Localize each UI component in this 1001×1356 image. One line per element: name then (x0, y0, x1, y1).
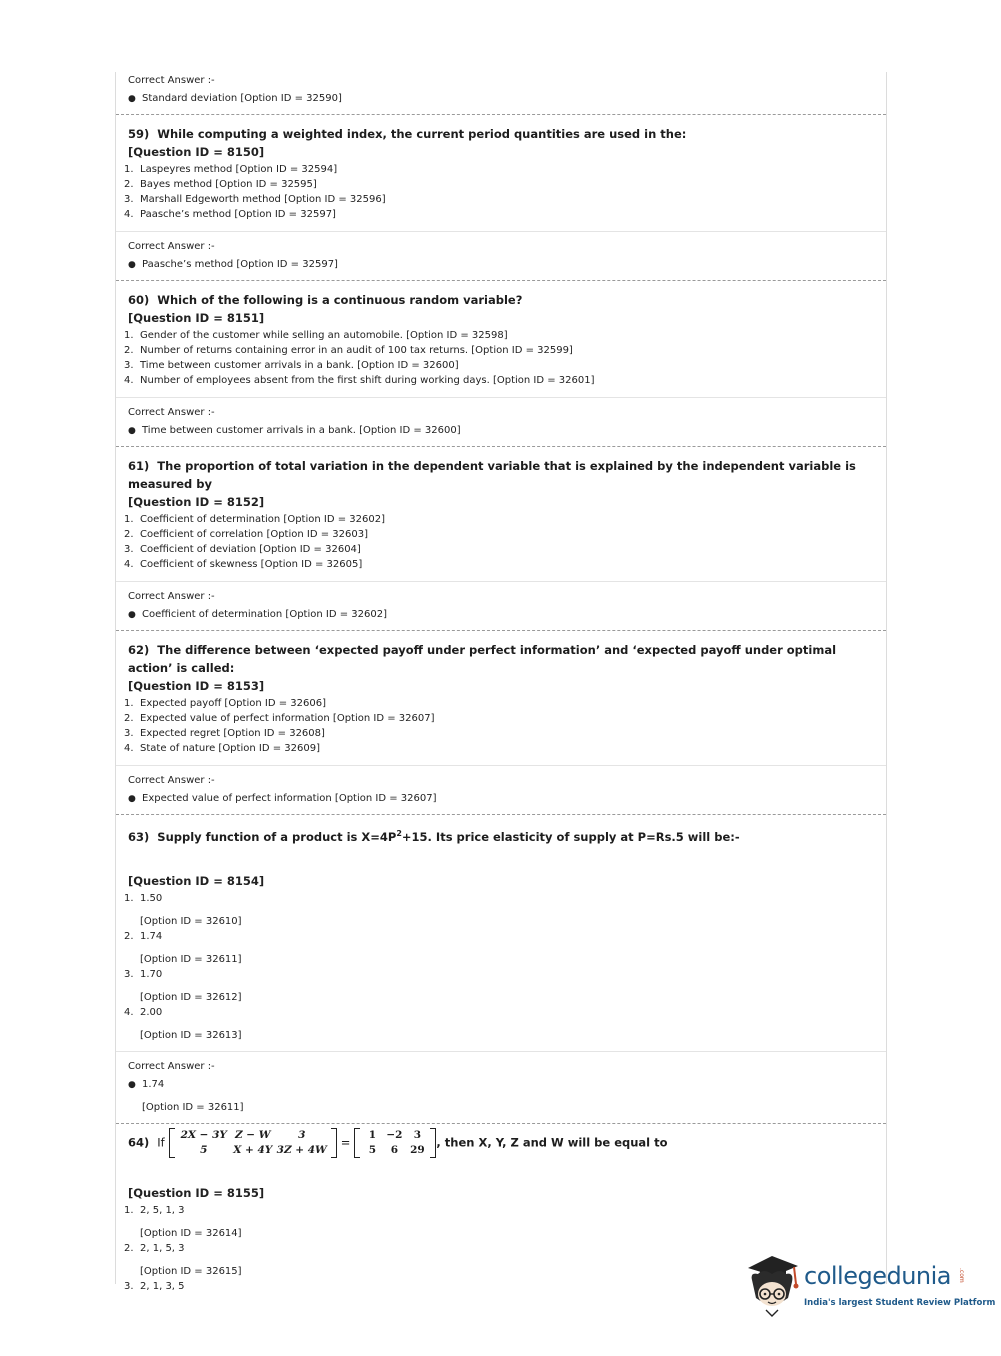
option-4: 4. State of nature [Option ID = 32609] (124, 743, 320, 754)
answer-label: Correct Answer :- (128, 775, 215, 786)
answer-block-58 (116, 72, 886, 114)
option-4: 4. 2.00 [Option ID = 32613] (124, 1006, 242, 1041)
answer-label: Correct Answer :- (128, 591, 215, 602)
question-text: 62) The difference between ‘expected payoff under perfect information’ and ‘expected payoff under optimal action’ is called: (128, 643, 837, 675)
answer-value: ● Time between customer arrivals in a bank. [Option ID = 32600] (128, 422, 874, 440)
option-1: 1. 1.50 [Option ID = 32610] (124, 892, 242, 927)
answer-block-62 (116, 766, 886, 814)
logo-dotcom: .com (958, 1268, 965, 1283)
matrix-bracket-right (331, 1128, 337, 1158)
question-id: [Question ID = 8152] (128, 495, 265, 509)
option-2: 2. Number of returns containing error in an audit of 100 tax returns. [Option ID = 32599] (124, 345, 573, 356)
bullet-icon: ● (128, 1079, 136, 1090)
question-text: 59) While computing a weighted index, the current period quantities are used in the: (128, 127, 687, 141)
question-text: 64) If 2X − 3Y Z − W 3 5 X + 4Y 3Z + 4W = 1 −2 3 5 6 29 , then X, Y, Z and W will be equal to (128, 1128, 668, 1156)
option-2: 2. Coefficient of correlation [Option ID = 32603] (124, 529, 368, 540)
option-4: 4. Coefficient of skewness [Option ID = 32605] (124, 559, 363, 570)
question-63 (116, 815, 886, 1051)
bullet-icon: ● (128, 260, 136, 270)
option-2: 2. Expected value of perfect information [Option ID = 32607] (124, 713, 435, 724)
question-text: 60) Which of the following is a continuous random variable? (128, 293, 523, 307)
option-3: 3. Marshall Edgeworth method [Option ID = 32596] (124, 194, 386, 205)
question-id: [Question ID = 8150] (128, 145, 265, 159)
answer-label: Correct Answer :- (128, 407, 215, 418)
matrix-bracket-left (169, 1128, 175, 1158)
question-id: [Question ID = 8153] (128, 679, 265, 693)
logo-tagline: India's largest Student Review Platform (804, 1298, 996, 1308)
collegedunia-logo (742, 1250, 996, 1320)
question-59 (116, 115, 886, 231)
answer-value: ● 1.74 (128, 1076, 874, 1094)
option-3: 3. Coefficient of deviation [Option ID = 32604] (124, 544, 361, 555)
question-62 (116, 631, 886, 765)
answer-value: ● Standard deviation [Option ID = 32590] (128, 90, 874, 108)
answer-label: Correct Answer :- (128, 1060, 215, 1072)
option-2: 2. Bayes method [Option ID = 32595] (124, 179, 317, 190)
option-list (124, 891, 874, 1051)
option-1: 1. 2, 5, 1, 3 [Option ID = 32614] (124, 1204, 242, 1239)
option-1: 1. Gender of the customer while selling an automobile. [Option ID = 32598] (124, 330, 508, 341)
answer-block-59 (116, 232, 886, 280)
answer-option-id: [Option ID = 32611] (142, 1101, 244, 1113)
option-2: 2. 2, 1, 5, 3 [Option ID = 32615] (124, 1242, 242, 1277)
question-61 (116, 447, 886, 581)
bullet-icon: ● (128, 426, 136, 436)
option-1: 1. Coefficient of determination [Option ID = 32602] (124, 514, 385, 525)
bullet-icon: ● (128, 610, 136, 620)
answer-value: ● Paasche’s method [Option ID = 32597] (128, 256, 874, 274)
answer-label: Correct Answer :- (128, 75, 215, 86)
logo-wordmark: collegedunia (804, 1262, 952, 1290)
option-list (124, 162, 874, 231)
answer-block-60 (116, 398, 886, 446)
lhs-matrix: 2X − 3Y Z − W 3 5 X + 4Y 3Z + 4W (180, 1128, 327, 1156)
question-text: 63) Supply function of a product is $X=4P^2+15$. Its price elasticity of supply at P=Rs.5 will be:- (128, 829, 740, 844)
answer-value: ● Expected value of perfect information [Option ID = 32607] (128, 790, 874, 808)
answer-label: Correct Answer :- (128, 241, 215, 252)
option-list (124, 328, 874, 397)
matrix-bracket-left (354, 1128, 360, 1158)
answer-block-61 (116, 582, 886, 630)
option-2: 2. 1.74 [Option ID = 32611] (124, 930, 242, 965)
option-list (124, 696, 874, 765)
mascot-icon (742, 1250, 802, 1320)
rhs-matrix: 1 −2 3 5 6 29 (368, 1128, 425, 1156)
option-3: 3. Time between customer arrivals in a bank. [Option ID = 32600] (124, 360, 459, 371)
option-3: 3. Expected regret [Option ID = 32608] (124, 728, 325, 739)
question-60 (116, 281, 886, 397)
bullet-icon: ● (128, 94, 136, 104)
option-list (124, 512, 874, 581)
option-1: 1. Expected payoff [Option ID = 32606] (124, 698, 326, 709)
question-text: 61) The proportion of total variation in the dependent variable that is explained by the independent variable is measured by (128, 459, 856, 491)
answer-value: ● Coefficient of determination [Option ID = 32602] (128, 606, 874, 624)
option-4: 4. Number of employees absent from the first shift during working days. [Option ID = 32601] (124, 375, 595, 386)
bullet-icon: ● (128, 794, 136, 804)
answer-block-63 (116, 1052, 886, 1123)
option-1: 1. Laspeyres method [Option ID = 32594] (124, 164, 338, 175)
option-4: 4. Paasche’s method [Option ID = 32597] (124, 209, 336, 220)
option-3: 3. 1.70 [Option ID = 32612] (124, 968, 242, 1003)
question-id: [Question ID = 8151] (128, 311, 265, 325)
question-id: [Question ID = 8155] (128, 1185, 265, 1200)
option-3: 3. 2, 1, 3, 5 (124, 1280, 185, 1292)
question-id: [Question ID = 8154] (128, 873, 265, 888)
